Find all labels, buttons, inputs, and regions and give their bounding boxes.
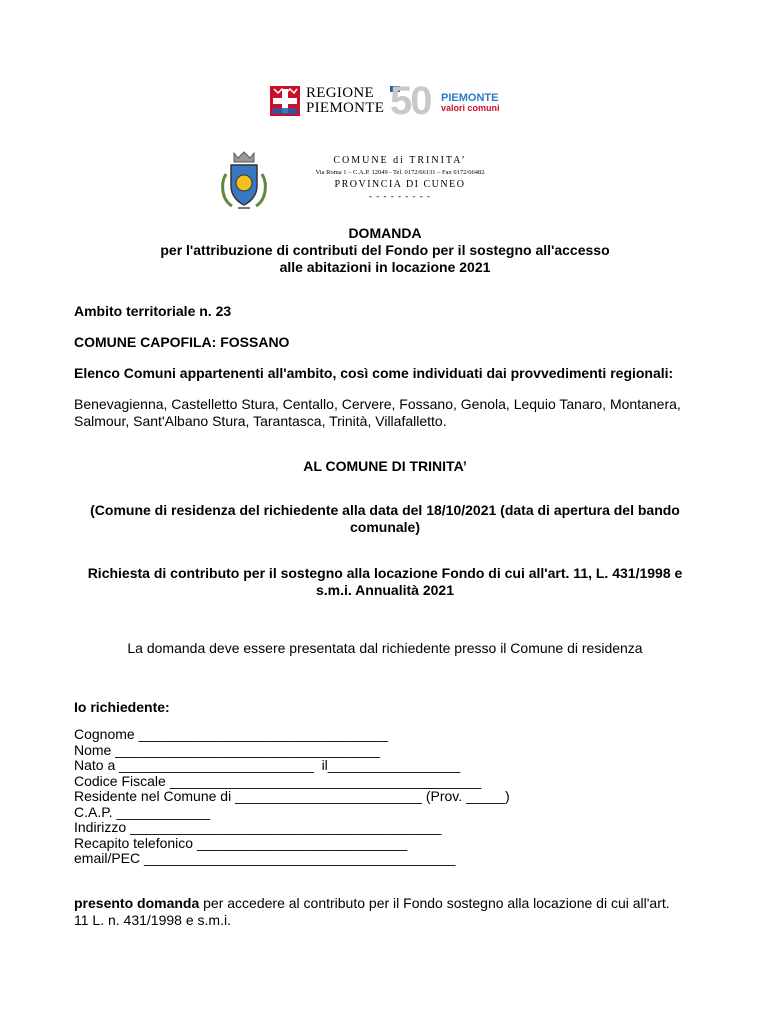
elenco-line1: Benevagienna, Castelletto Stura, Centallo, Cervere, Fossano, Genola, Lequio Tanaro, Montanera, — [74, 396, 681, 412]
anniversary-number: 50 — [390, 79, 431, 123]
comune-name: COMUNE di TRINITA’ — [333, 155, 467, 166]
applicant-fields — [74, 727, 704, 867]
richiesta-heading — [0, 565, 770, 599]
comune-address: Via Roma 1 – C.A.P. 12049 - Tel. 0172/66131 – Fax 0172/66482 — [315, 169, 485, 176]
field-telefono[interactable]: Recapito telefonico ___________________________ — [74, 834, 408, 851]
residenza-note — [0, 502, 770, 536]
field-cap[interactable]: C.A.P. ____________ — [74, 803, 210, 820]
ambito-label: Ambito territoriale n. 23 — [74, 303, 232, 319]
richiesta-line2: s.m.i. Annualità 2021 — [316, 582, 454, 598]
comune-separator: - - - - - - - - - — [369, 191, 431, 201]
comune-crest — [218, 150, 270, 212]
regione-logo-line2: PIEMONTE — [306, 100, 385, 116]
residenza-line2: comunale) — [349, 519, 420, 535]
field-codice-fiscale[interactable]: Codice Fiscale ________________________________________ — [74, 772, 482, 789]
elenco-comuni — [74, 396, 704, 430]
residenza-line1: (Comune di residenza del richiedente alla data del 18/10/2021 (data di apertura del bando — [90, 502, 680, 518]
richiedente-heading: Io richiedente: — [74, 699, 170, 715]
anniversary-line1: PIEMONTE — [441, 92, 499, 104]
document-title — [0, 225, 770, 276]
closing-statement — [74, 895, 704, 929]
capofila-label: COMUNE CAPOFILA: FOSSANO — [74, 334, 290, 350]
regione-logo-line1: REGIONE — [306, 85, 374, 101]
title-line2: per l'attribuzione di contributi del Fondo per il sostegno all'accesso — [160, 242, 610, 258]
field-residenza[interactable]: Residente nel Comune di ________________________ (Prov. _____) — [74, 788, 510, 804]
field-email[interactable]: email/PEC ________________________________________ — [74, 850, 456, 866]
richiesta-line1: Richiesta di contributo per il sostegno alla locazione Fondo di cui all'art. 11, L. 431/1998 e — [87, 565, 683, 581]
comune-province: PROVINCIA DI CUNEO — [334, 179, 466, 190]
field-indirizzo[interactable]: Indirizzo ________________________________________ — [74, 819, 442, 835]
field-nato-a[interactable]: Nato a _________________________ il_________________ — [74, 757, 461, 773]
elenco-heading: Elenco Comuni appartenenti all'ambito, così come individuati dai provvedimenti regionali: — [74, 365, 674, 381]
regione-logo-text — [306, 86, 384, 116]
anniversary-line2: valori comuni — [441, 103, 500, 113]
al-comune-heading: AL COMUNE DI TRINITA’ — [303, 458, 467, 474]
presentazione-note: La domanda deve essere presentata dal richiedente presso il Comune di residenza — [127, 640, 643, 656]
field-nome[interactable]: Nome __________________________________ — [74, 741, 380, 758]
field-cognome[interactable]: Cognome ________________________________ — [74, 726, 388, 742]
closing-rest: per accedere al contributo per il Fondo sostegno alla locazione di cui all'art. — [199, 895, 670, 911]
elenco-line2: Salmour, Sant'Albano Stura, Tarantasca, Trinità, Villafalletto. — [74, 413, 447, 429]
closing-line2: 11 L. n. 431/1998 e s.m.i. — [74, 912, 231, 928]
closing-bold: presento domanda — [74, 895, 200, 911]
title-line3: alle abitazioni in locazione 2021 — [279, 259, 491, 275]
title-line1: DOMANDA — [348, 225, 422, 241]
